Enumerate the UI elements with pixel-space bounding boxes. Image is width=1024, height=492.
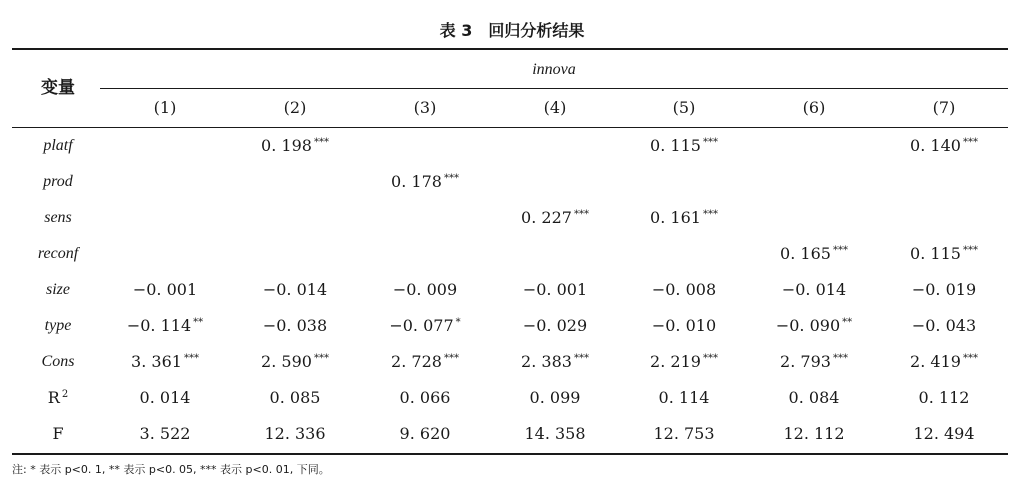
dependent-variable-label: innova [532,61,576,78]
cell-value: 0. 114 [658,388,710,407]
significance-stars: *** [313,136,329,148]
table-cell [361,388,489,408]
row-label-text: sens [44,209,72,226]
significance-stars: *** [702,208,718,220]
column-header: (7) [932,98,956,117]
table-cell [880,316,1008,336]
table-cell [361,172,489,192]
table-cell [231,316,359,336]
significance-stars: *** [832,352,848,364]
table-cell [491,208,619,228]
significance-stars: ** [193,316,204,328]
cell-value: −0. 001 [522,280,588,299]
span-rule [100,88,1008,89]
table-cell [101,424,229,444]
cell-value: 0. 099 [529,388,581,407]
cell-value: 2. 728 [391,352,442,371]
table-cell [361,424,489,444]
corner-label: 变量 [41,78,75,98]
table-title: 回归分析结果 [488,21,585,40]
column-header: (1) [153,98,177,117]
row-label-text: type [44,317,72,334]
row-label-text: R [47,388,60,407]
cell-value: 2. 219 [650,352,701,371]
cell-value: 12. 494 [913,424,975,443]
cell-value: −0. 010 [651,316,717,335]
row-label [12,280,104,300]
row-label [12,208,104,228]
table-cell [231,352,359,372]
table-cell [620,352,748,372]
table-cell [231,424,359,444]
cell-value: 0. 014 [139,388,191,407]
cell-value: 14. 358 [524,424,586,443]
cell-value: 0. 085 [269,388,321,407]
significance-stars: *** [702,352,718,364]
cell-value: 0. 066 [399,388,451,407]
column-header: (3) [413,98,437,117]
column-header: (4) [543,98,567,117]
cell-value: −0. 114 [126,316,192,335]
table-cell [231,280,359,300]
table-cell [750,388,878,408]
table-cell [750,244,878,264]
table-cell [880,388,1008,408]
table-cell [491,388,619,408]
significance-stars: *** [962,352,978,364]
bottom-rule [12,453,1008,455]
table-cell [361,352,489,372]
table-cell [361,316,489,336]
table-cell [491,352,619,372]
cell-value: −0. 077 [389,316,454,335]
significance-stars: *** [443,172,459,184]
row-label-text: reconf [37,245,79,262]
significance-stars: *** [962,244,978,256]
cell-value: 0. 115 [910,244,961,263]
significance-stars: *** [443,352,459,364]
row-label [12,316,104,336]
cell-value: −0. 009 [392,280,458,299]
cell-value: −0. 008 [651,280,717,299]
significance-stars: *** [313,352,329,364]
table-cell [231,388,359,408]
cell-value: 0. 112 [918,388,970,407]
row-label-text: size [46,281,70,298]
cell-value: −0. 038 [262,316,328,335]
cell-value: −0. 001 [132,280,198,299]
cell-value: 3. 361 [131,352,182,371]
significance-stars: *** [832,244,848,256]
cell-value: 2. 793 [780,352,831,371]
cell-value: 12. 753 [653,424,715,443]
table-cell [231,136,359,156]
cell-value: 2. 383 [521,352,572,371]
cell-value: 0. 165 [780,244,831,263]
cell-value: 12. 336 [264,424,326,443]
table-note: 注: * 表示 p<0. 1, ** 表示 p<0. 05, *** 表示 p<0. 01, 下同。 [12,463,330,476]
table-cell [101,280,229,300]
cell-value: 0. 140 [910,136,961,155]
cell-value: 0. 198 [261,136,312,155]
top-rule [12,48,1008,50]
cell-value: 0. 227 [521,208,572,227]
table-cell [101,352,229,372]
cell-value: 0. 178 [391,172,442,191]
cell-value: −0. 090 [775,316,841,335]
significance-stars: * [455,316,461,328]
cell-value: 2. 590 [261,352,312,371]
cell-value: −0. 014 [781,280,847,299]
row-label-superscript: 2 [61,388,69,400]
cell-value: 0. 161 [650,208,701,227]
table-cell [620,424,748,444]
table-cell [620,136,748,156]
table-cell [620,316,748,336]
table-cell [101,316,229,336]
row-label [12,352,104,372]
cell-value: −0. 019 [911,280,977,299]
row-label [12,244,104,264]
significance-stars: *** [962,136,978,148]
row-label-text: F [52,424,64,443]
table-cell [750,352,878,372]
table-cell [620,280,748,300]
cell-value: 2. 419 [910,352,961,371]
significance-stars: *** [702,136,718,148]
row-label [12,172,104,192]
row-label [12,388,104,408]
cell-value: 0. 084 [788,388,840,407]
table-cell [491,424,619,444]
table-cell [750,316,878,336]
row-label-text: platf [43,137,73,154]
table-cell [750,280,878,300]
cell-value: 0. 115 [650,136,701,155]
cell-value: 12. 112 [783,424,845,443]
cell-value: −0. 029 [522,316,588,335]
row-label-text: prod [43,173,73,190]
table-cell [620,208,748,228]
cell-value: 9. 620 [399,424,451,443]
table-cell [620,388,748,408]
row-label-text: Cons [41,353,75,370]
significance-stars: *** [573,208,589,220]
table-cell [880,244,1008,264]
cell-value: −0. 014 [262,280,328,299]
table-caption [0,18,1024,41]
table-cell [880,136,1008,156]
column-header: (6) [802,98,826,117]
table-cell [880,352,1008,372]
table-number: 表 3 [439,21,473,40]
significance-stars: *** [183,352,199,364]
significance-stars: ** [842,316,853,328]
header-rule [12,127,1008,128]
table-cell [880,424,1008,444]
cell-value: −0. 043 [911,316,977,335]
table-cell [880,280,1008,300]
row-label [12,136,104,156]
column-header: (5) [672,98,696,117]
table-cell [491,316,619,336]
table-cell [750,424,878,444]
significance-stars: *** [573,352,589,364]
row-label [12,424,104,444]
table-cell [491,280,619,300]
table-cell [101,388,229,408]
column-header: (2) [283,98,307,117]
table-cell [361,280,489,300]
cell-value: 3. 522 [139,424,191,443]
